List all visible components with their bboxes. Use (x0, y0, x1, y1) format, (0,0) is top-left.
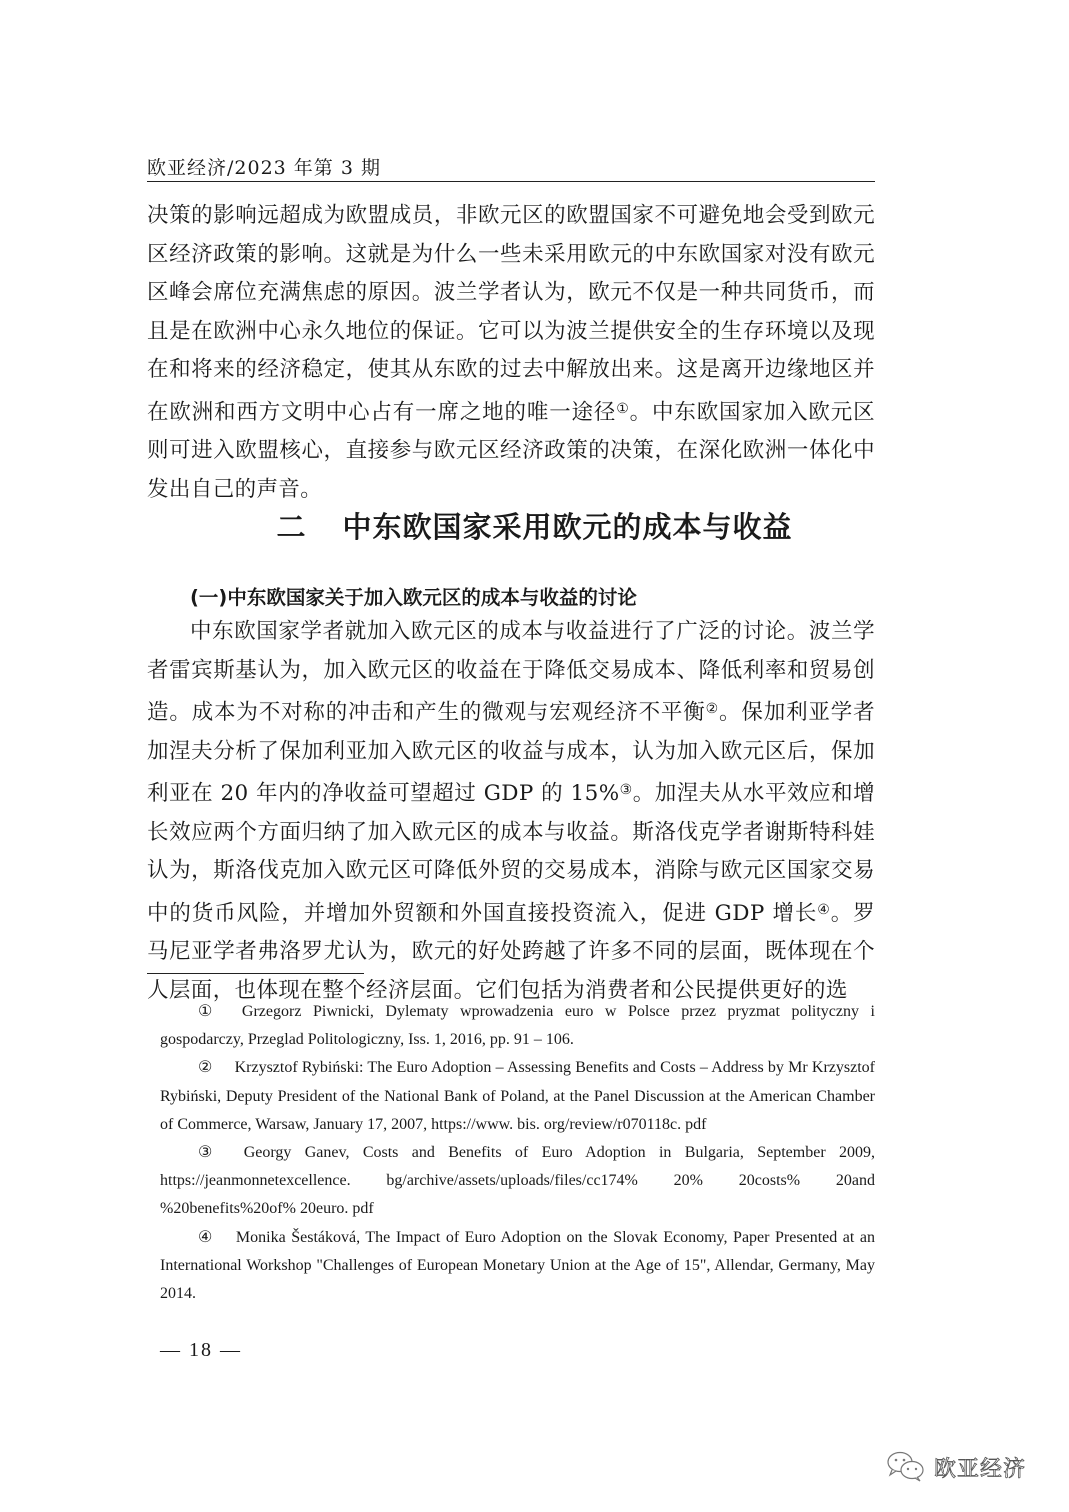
footnote-text: Georgy Ganev, Costs and Benefits of Euro Adoption in Bulgaria, September 2009, https://jeanmonnetexcellence. bg/archive/assets/uploads/files/cc174% 20% 20costs% 20and %20benefits%20of% 20euro. pdf (160, 1144, 876, 1218)
paragraph-2-part-4: 。罗马尼亚学者弗洛罗尤认为，欧元的好处跨越了许多不同的层面，既体现在个人层面，也体现在整个经济层面。它们包括为消费者和公民提供更好的选 (147, 900, 875, 1003)
footnote-3 (160, 1139, 875, 1224)
watermark-label: 欧亚经济 (934, 1456, 1027, 1482)
paragraph-1-text: 决策的影响远超成为欧盟成员，非欧元区的欧盟国家不可避免地会受到欧元区经济政策的影响。这就是为什么一些未采用欧元的中东欧国家对没有欧元区峰会席位充满焦虑的原因。波兰学者认为，欧元不仅是一种共同货币，而且是在欧洲中心永久地位的保证。它可以为波兰提供安全的生存环境以及现在和将来的经济稳定，使其从东欧的过去中解放出来。这是离开边缘地区并在欧洲和西方文明中心占有一席之地的唯一途径 (147, 203, 875, 425)
section-number: 二 (276, 510, 307, 544)
footnote-1 (160, 998, 875, 1054)
header-divider (147, 181, 875, 182)
footnote-divider (147, 973, 364, 974)
footnote-ref-1[interactable]: ① (616, 400, 630, 417)
page-number: — 18 — (160, 1339, 242, 1361)
footnote-mark: ② (198, 1059, 213, 1077)
paragraph-1-text-end: 。中东欧国家加入欧元区则可进入欧盟核心，直接参与欧元区经济政策的决策，在深化欧洲一体化中发出自己的声音。 (147, 399, 876, 502)
paragraph-2-part-2: 。保加利亚学者加涅夫分析了保加利亚加入欧元区的收益与成本，认为加入欧元区后，保加利亚在 20 年内的净收益可望超过 GDP 的 15% (147, 700, 875, 806)
footnote-text: Grzegorz Piwnicki, Dylematy wprowadzenia euro w Polsce przez pryzmat polityczny i gospodarczy, Przeglad Politologiczny, Iss. 1, 2016, pp. 91 – 106. (160, 1003, 876, 1049)
paragraph-2-part-3: 。加涅夫从水平效应和增长效应两个方面归纳了加入欧元区的成本与收益。斯洛伐克学者谢斯特科娃认为，斯洛伐克加入欧元区可降低外贸的交易成本，消除与欧元区国家交易中的货币风险，并增加外贸额和外国直接投资流入，促进 GDP 增长 (147, 781, 876, 926)
footnote-mark: ③ (198, 1144, 222, 1162)
paragraph-2 (147, 613, 875, 1010)
wechat-icon (886, 1450, 926, 1484)
footnote-ref-3[interactable]: ③ (619, 782, 633, 798)
subsection-heading: (一)中东欧国家关于加入欧元区的成本与收益的讨论 (190, 586, 637, 609)
footnotes (160, 998, 875, 1308)
running-header: 欧亚经济/2023 年第 3 期 (147, 157, 381, 179)
section-title: 中东欧国家采用欧元的成本与收益 (342, 510, 793, 544)
section-heading (0, 505, 1069, 546)
footnote-ref-4[interactable]: ④ (817, 901, 831, 918)
footnote-mark: ④ (198, 1228, 214, 1246)
footnote-ref-2[interactable]: ② (705, 701, 720, 717)
footnote-4 (160, 1224, 875, 1309)
footnote-text: Krzysztof Rybiński: The Euro Adoption – Assessing Benefits and Costs – Address by Mr Krzysztof Rybiński, Deputy President of the National Bank of Poland, at the Panel Discussion at the American Chamber of Commerce, Warsaw, January 17, 2007, https://www. bis. org/review/r070118c. pdf (160, 1059, 875, 1133)
footnote-text: Monika Šestáková, The Impact of Euro Adoption on the Slovak Economy, Paper Presented at an International Workshop "Challenges of European Monetary Union at the Age of 15", Allendar, Germany, May 2014. (160, 1228, 876, 1303)
paragraph-2-part-1: 中东欧国家学者就加入欧元区的成本与收益进行了广泛的讨论。波兰学者雷宾斯基认为，加入欧元区的收益在于降低交易成本、降低利率和贸易创造。成本为不对称的冲击和产生的微观与宏观经济不平衡 (147, 619, 875, 725)
watermark (886, 1450, 1026, 1484)
footnote-mark: ① (198, 1003, 220, 1020)
footnote-2 (160, 1054, 875, 1139)
paragraph-1 (147, 197, 875, 509)
